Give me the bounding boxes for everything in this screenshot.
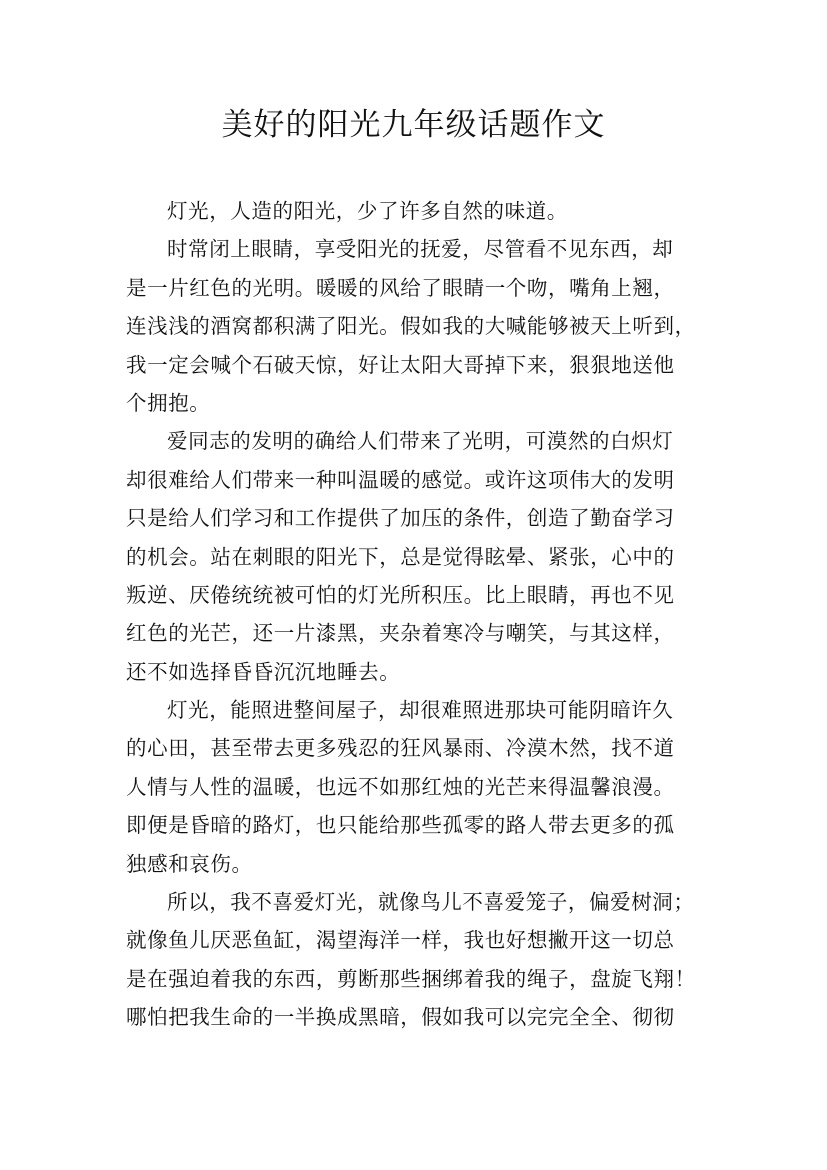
document-title: 美好的阳光九年级话题作文 <box>221 107 606 143</box>
text-line: 连浅浅的酒窝都积满了阳光。假如我的大喊能够被天上听到， <box>126 314 696 339</box>
text-line: 时常闭上眼睛，享受阳光的抚爱，尽管看不见东西，却 <box>167 237 674 262</box>
text-line: 就像鱼儿厌恶鱼缸，渴望海洋一样，我也好想撇开这一切总 <box>126 928 675 953</box>
text-line: 人情与人性的温暖，也远不如那红烛的光芒来得温馨浪漫。 <box>126 774 675 799</box>
text-line: 的心田，甚至带去更多残忍的狂风暴雨、冷漠木然，找不道 <box>126 736 675 761</box>
text-line: 爱同志的发明的确给人们带来了光明，可漠然的白炽灯 <box>167 429 674 454</box>
text-line: 即便是昏暗的路灯，也只能给那些孤零的路人带去更多的孤 <box>126 813 675 838</box>
text-line: 独感和哀伤。 <box>126 851 253 876</box>
text-line: 灯光，能照进整间屋子，却很难照进那块可能阴暗许久 <box>167 698 674 723</box>
text-line: 却很难给人们带来一种叫温暖的感觉。或许这项伟大的发明 <box>126 467 675 492</box>
text-line: 红色的光芒，还一片漆黑，夹杂着寒冷与嘲笑，与其这样， <box>126 621 675 646</box>
text-line: 个拥抱。 <box>126 390 211 415</box>
text-line: 的机会。站在刺眼的阳光下，总是觉得眩晕、紧张，心中的 <box>126 544 675 569</box>
text-line: 是一片红色的光明。暖暖的风给了眼睛一个吻，嘴角上翘， <box>126 275 675 300</box>
document-body <box>126 192 716 1037</box>
text-line: 我一定会喊个石破天惊，好让太阳大哥掉下来，狠狠地送他 <box>126 352 675 377</box>
text-line: 只是给人们学习和工作提供了加压的条件，创造了勤奋学习 <box>126 506 675 531</box>
text-line: 是在强迫着我的东西，剪断那些捆绑着我的绳子，盘旋飞翔！ <box>126 966 696 991</box>
text-line: 灯光，人造的阳光，少了许多自然的味道。 <box>167 199 568 223</box>
text-line: 叛逆、厌倦统统被可怕的灯光所积压。比上眼睛，再也不见 <box>126 582 675 607</box>
text-line: 所以，我不喜爱灯光，就像鸟儿不喜爱笼子，偏爱树洞； <box>167 890 695 915</box>
text-line: 还不如选择昏昏沉沉地睡去。 <box>126 659 401 684</box>
text-line: 哪怕把我生命的一半换成黑暗，假如我可以完完全全、彻彻 <box>126 1005 675 1030</box>
